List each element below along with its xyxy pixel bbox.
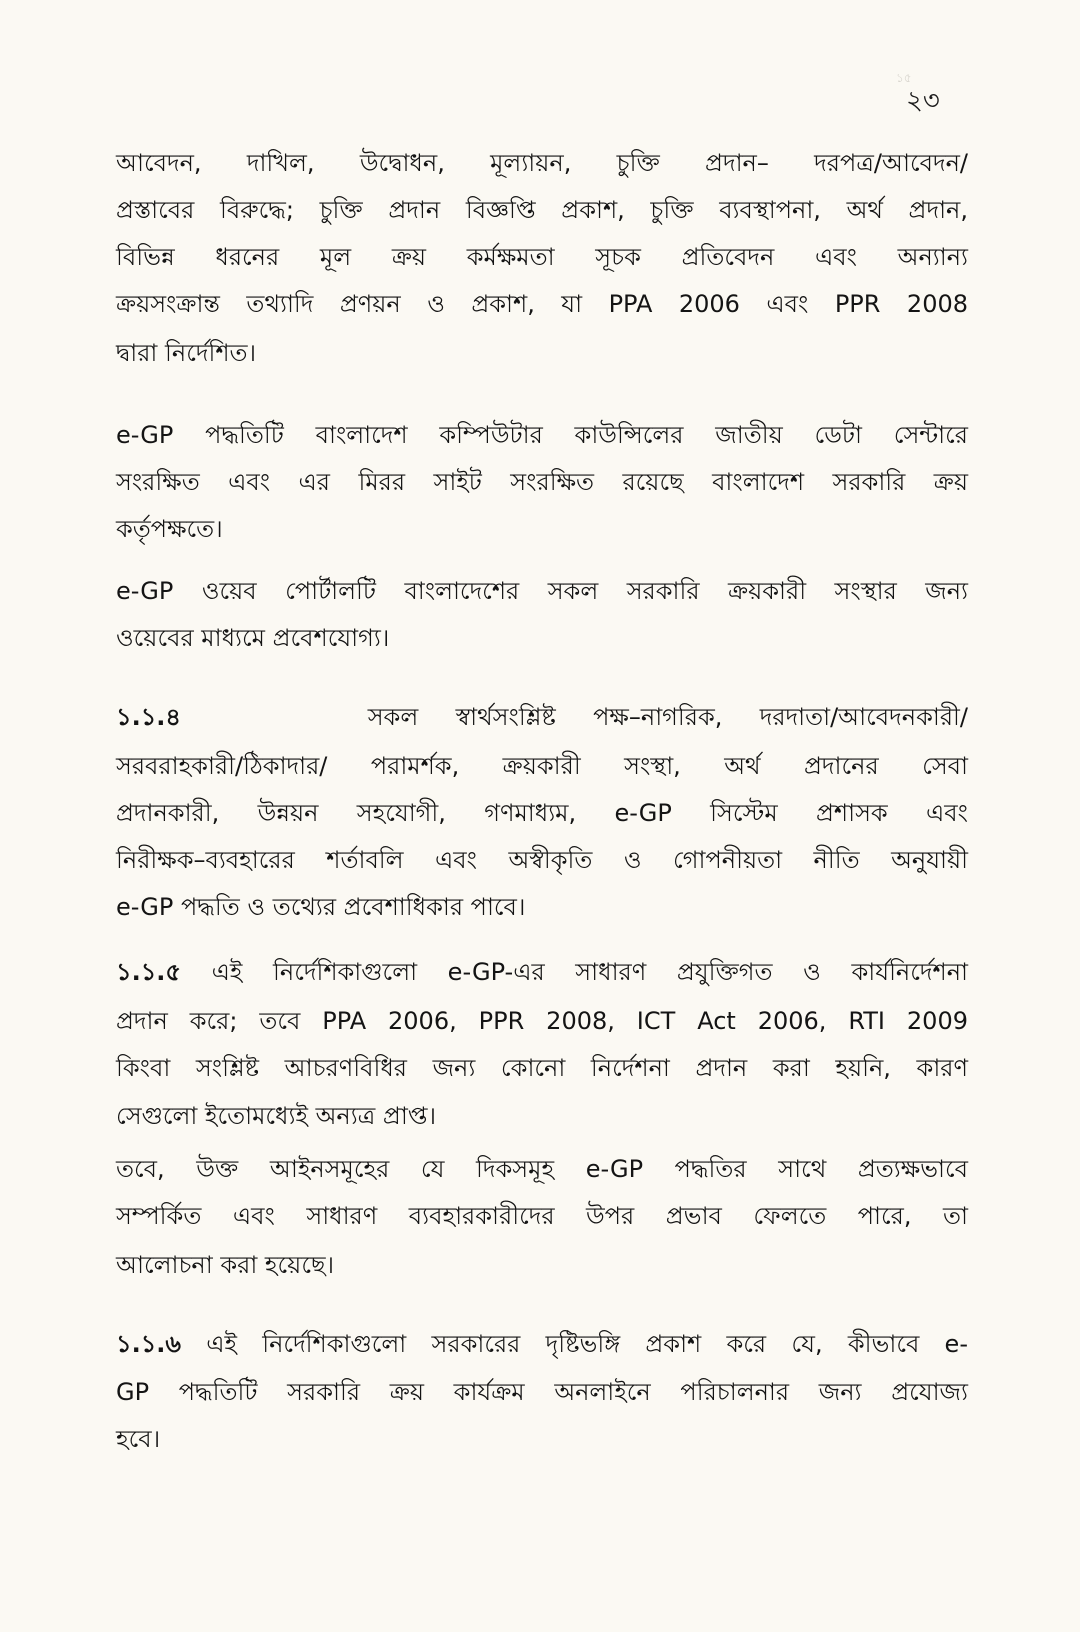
section-number: ১.১.৬ [116,1330,181,1358]
text-line: ওয়েবের মাধ্যমে প্রবেশযোগ্য। [116,624,390,652]
text-line [116,955,968,989]
text-line: বিভিন্ন ধরনের মূল ক্রয় কর্মক্ষমতা সূচক প্রতিবেদন এবং অন্যান্য [116,243,968,271]
text-line: সরবরাহকারী/ঠিকাদার/ পরামর্শক, ক্রয়কারী সংস্থা, অর্থ প্রদানের সেবা [116,752,968,780]
text-line: নিরীক্ষক–ব্যবহারের শর্তাবলি এবং অস্বীকৃতি ও গোপনীয়তা নীতি অনুযায়ী [116,846,968,874]
text-span: সকল স্বার্থসংশ্লিষ্ট পক্ষ–নাগরিক, দরদাতা/আবেদনকারী/ [367,703,968,731]
text-line: e-GP পদ্ধতি ও তথ্যের প্রবেশাধিকার পাবে। [116,893,526,921]
page-mark: ১৫ [896,71,912,85]
text-line: হবে। [116,1425,161,1453]
text-line: আবেদন, দাখিল, উদ্বোধন, মূল্যায়ন, চুক্তি প্রদান– দরপত্র/আবেদন/ [116,149,968,177]
section-number: ১.১.৪ [116,703,181,731]
text-line: দ্বারা নির্দেশিত। [116,339,257,367]
text-line [116,700,968,734]
text-line: প্রদানকারী, উন্নয়ন সহযোগী, গণমাধ্যম, e-GP সিস্টেম প্রশাসক এবং [116,799,968,827]
section-number: ১.১.৫ [116,958,181,986]
text-line: e-GP পদ্ধতিটি বাংলাদেশ কম্পিউটার কাউন্সিলের জাতীয় ডেটা সেন্টারে [116,421,968,449]
text-line: প্রদান করে; তবে PPA 2006, PPR 2008, ICT Act 2006, RTI 2009 [116,1007,968,1035]
text-line: e-GP ওয়েব পোর্টালটি বাংলাদেশের সকল সরকারি ক্রয়কারী সংস্থার জন্য [116,577,968,605]
page-number: ২৩ [906,86,940,116]
text-line: তবে, উক্ত আইনসমূহের যে দিকসমূহ e-GP পদ্ধতির সাথে প্রত্যক্ষভাবে [116,1155,968,1183]
text-line: প্রস্তাবের বিরুদ্ধে; চুক্তি প্রদান বিজ্ঞপ্তি প্রকাশ, চুক্তি ব্যবস্থাপনা, অর্থ প্রদান, [116,196,968,224]
text-line: কর্তৃপক্ষতে। [116,515,223,543]
text-line: সংরক্ষিত এবং এর মিরর সাইট সংরক্ষিত রয়েছে বাংলাদেশ সরকারি ক্রয় [116,468,968,496]
text-line: GP পদ্ধতিটি সরকারি ক্রয় কার্যক্রম অনলাইনে পরিচালনার জন্য প্রযোজ্য [116,1378,968,1406]
text-line [116,1327,968,1361]
text-line: সম্পর্কিত এবং সাধারণ ব্যবহারকারীদের উপর প্রভাব ফেলতে পারে, তা [116,1202,968,1230]
text-span: এই নির্দেশিকাগুলো সরকারের দৃষ্টিভঙ্গি প্রকাশ করে যে, কীভাবে e- [206,1330,968,1358]
text-line: ক্রয়সংক্রান্ত তথ্যাদি প্রণয়ন ও প্রকাশ, যা PPA 2006 এবং PPR 2008 [116,290,968,318]
text-line: আলোচনা করা হয়েছে। [116,1251,335,1279]
text-span: এই নির্দেশিকাগুলো e-GP-এর সাধারণ প্রযুক্তিগত ও কার্যনির্দেশনা [211,958,968,986]
text-line: সেগুলো ইতোমধ্যেই অন্যত্র প্রাপ্ত। [116,1102,437,1130]
text-line: কিংবা সংশ্লিষ্ট আচরণবিধির জন্য কোনো নির্দেশনা প্রদান করা হয়নি, কারণ [116,1054,968,1082]
